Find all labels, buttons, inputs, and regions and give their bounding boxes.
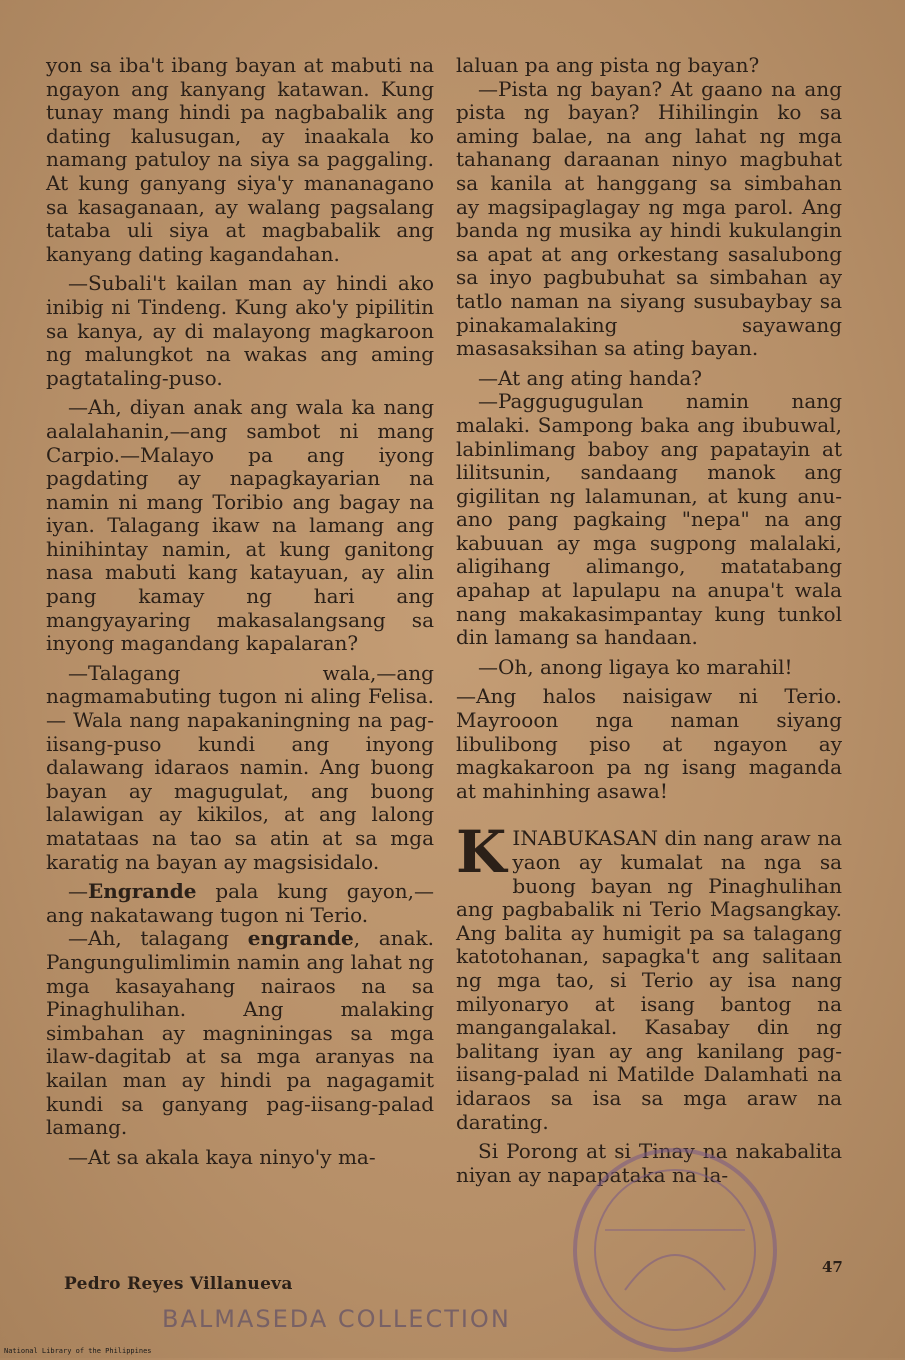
paragraph: —Ang halos naisigaw ni Terio. Mayrooon nga naman siyang libulibong piso at ngayon ay magkakaroon pa ng isang maganda at mahinhing asawa! [456,684,842,803]
paragraph: Si Porong at si Tinay na nakabalita niyan ay napapataka na la- [456,1139,842,1187]
collection-stamp: BALMASEDA COLLECTION [162,1305,511,1333]
paragraph-text: pala kung gayon,— ang nakatawang tugon ni Terio. [46,879,434,927]
paragraph: laluan pa ang pista ng bayan? [456,53,760,77]
library-credit: National Library of the Philippines [4,1347,152,1355]
section-opening-paragraph [456,818,842,1134]
page-number: 47 [822,1258,843,1276]
paragraph: —Talagang wala,—ang nagmamabuting tugon ni aling Felisa.— Wala nang napakaningning na pag-iisang-puso kundi ang inyong dalawang idaraos namin. Ang buong bayan ay magugulat, ang buong lalawigan ay kikilos, at ang lalong matataas na tao sa atin at sa mga karatig na bayan ay magsisidalo. [46,660,434,874]
left-column [46,54,434,1175]
paragraph: —At sa akala kaya ninyo'y ma- [68,1144,376,1169]
paragraph: —Subali't kailan man ay hindi ako inibig ni Tindeng. Kung ako'y pipilitin sa kanya, ay di malayong magkaroon ng malungkot na wakas ang aming pagtataling-puso. [46,271,434,390]
paragraph-text: —Ah, talagang [68,926,248,951]
paragraph: —Ah, diyan anak ang wala ka nang aalalahanin,—ang sambot ni mang Carpio.—Malayo pa ang iyong pagdating ay napagkayarian na namin ni mang Toribio ang bagay na iyan. Talagang ikaw na lamang ang hinihintay namin, at kung ganitong nasa mabuti kang katayuan, ay alin pang kamay ng hari ang mangyayaring makasalangsang sa inyong magandang kapalaran? [46,395,434,656]
author-byline: Pedro Reyes Villanueva [64,1274,293,1294]
paragraph [46,927,434,1139]
paragraph-text: , anak. Pangungulimlimin namin ang lahat ng mga kasayahang nairaos na sa Pinaghulihan. Ang malaking simbahan ay magniningas sa mga ilaw-dagitab at sa mga aranyas na kailan man ay hindi pa nagagamit kundi sa ganyang pag-iisang-palad lamang. [46,926,434,1140]
paragraph: yon sa iba't ibang bayan at mabuti na ngayon ang kanyang katawan. Kung tunay mang hindi pa nagbabalik ang dating kalusugan, ay inaakala ko namang patuloy na siya sa paggaling. At kung ganyang siya'y mananagano sa kasaganaan, ay walang pagsalang tataba uli siya at magbabalik ang kanyang dating kagandahan. [46,53,434,266]
drop-cap: K [456,818,507,887]
emphasis-word: engrande [247,926,354,951]
paragraph [46,880,434,927]
paragraph: —At ang ating handa? [478,365,702,390]
right-column [456,54,842,1193]
paragraph: —Paggugugulan namin nang malaki. Sampong baka ang ibubuwal, labinlimang baboy ang papatayin at lilitsunin, sandaang manok ang gigilitan ng lalamunan, at kung anu-ano pang pagkaing "nepa" na ang kabuuan ay mga sugpong malalaki, aligihang alimango, matatabang apahap at lapulapu na anupa't wala nang makakasimpantay kung tunkol din lamang sa handaan. [456,389,842,650]
emphasis-word: Engrande [88,879,197,904]
paragraph: —Oh, anong ligaya ko marahil! [478,654,793,679]
library-seal-icon [565,1140,785,1360]
paragraph-text: INABUKASAN din nang araw na yaon ay kumalat na nga sa buong bayan ng Pinaghulihan ang pagbabalik ni Terio Magsangkay. Ang balita ay humigit pa sa talagang katotohanan, sapagka't ang salitaan ng mga tao, si Terio ay isa nang milyonaryo at isang bantog na mangangalakal. Kasabay din ng balitang iyan ay ang kanilang pag-iisang-palad ni Matilde Dalamhati na idaraos sa isa sa mga araw na darating. [456,826,842,1134]
dash: — [68,879,88,904]
paragraph: —Pista ng bayan? At gaano na ang pista ng bayan? Hihilingin ko sa aming balae, na ang lahat ng mga tahanang daraanan ninyo magbuhat sa kanila at hanggang sa simbahan ay magsipaglagay ng mga parol. Ang banda ng musika ay hindi kukulangin sa apat at ang orkestang sasalubong sa inyo pagbubuhat sa simbahan ay tatlo naman na siyang susubaybay sa pinakamalaking sayawang masasaksihan sa ating bayan. [456,76,842,361]
